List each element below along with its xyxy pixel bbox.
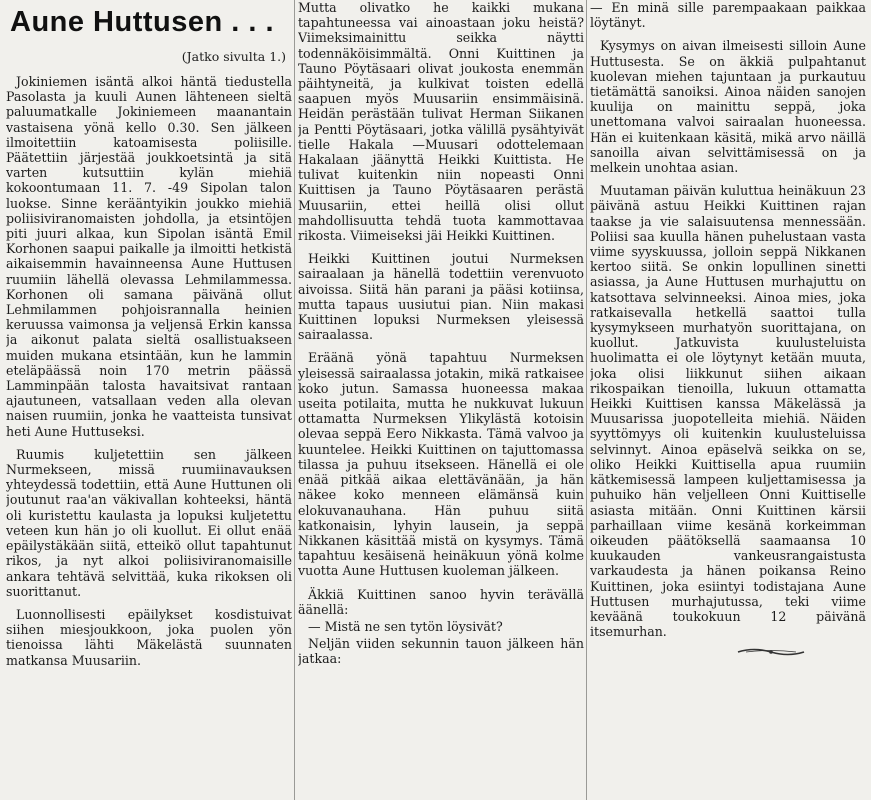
paragraph: Jokiniemen isäntä alkoi häntä tiedustella Pasolasta ja kuuli Aunen lähteneen sieltä paluumatkalle Jokiniemeen maanantain vastaisena yönä kello 0.30. Sen jälkeen ilmoitettiin katoamisesta poliisille. Päätettiin järjestää joukkoetsintä ja sitä varten kutsuttiin kylän miehiä kokoontumaan 11. 7. -49 Sipolan talon luokse. Sinne kerääntyikin joukko miehiä poliisiviranomaisten johdolla, ja etsintöjen piti juuri alkaa, kun Sipolan isäntä Emil Korhonen saapui paikalle ja ilmoitti hetkistä aikaisemmin havainneensa Aune Huttusen ruumiin lähellä olevassa Lehmilammessa. Korhonen oli samana päivänä ollut Lehmilammen pohjoisrannalla heinien keruussa vaimonsa ja veljensä Erkin kanssa ja aikonut palata sieltä osallistuakseen muiden mukana etsintään, kun he lammin eteläpäässä noin 170 metrin päässä Lamminpään talosta havaitsivat rantaan ajautuneen, vatsallaan veden alla olevan naisen ruumiin, jonka he vaatteista tunsivat heti Aune Huttuseksi.	[6, 74, 292, 439]
column-rule	[294, 0, 295, 800]
article-title: Aune Huttusen . . .	[10, 6, 275, 38]
end-ornament-icon	[590, 643, 866, 662]
column-3	[590, 0, 866, 800]
paragraph: Ruumis kuljetettiin sen jälkeen Nurmekseen, missä ruumiinavauksen yhteydessä todettiin, että Aune Huttunen oli joutunut raa'an väkivallan kohteeksi, häntä oli kuristettu kaulasta ja lopuksi kuljetettu veteen kun hän jo oli kuollut. Ei ollut enää epäilystäkään siitä, etteikö ollut tapahtunut rikos, ja nyt alkoi poliisiviranomaisille ankara tehtävä selvittää, kuka rikoksen oli suorittanut.	[6, 446, 292, 599]
paragraph: Heikki Kuittinen joutui Nurmeksen sairaalaan ja hänellä todettiin verenvuoto aivoissa. Siitä hän parani ja pääsi kotiinsa, mutta tapaus uusiutui pian. Niin makasi Kuittinen lopuksi Nurmeksen yleisessä sairaalassa.	[298, 251, 584, 343]
paragraph: Mutta olivatko he kaikki mukana tapahtuneessa vai ainoastaan joku heistä? Viimeksimainittu seikka näytti todennäköisimmältä. Onni Kuittinen ja Tauno Pöytäsaari olivat joukosta enemmän päihtyneitä, ja kulkivat toisten edellä saapuen myös Muusariin ensimmäisinä. Heidän perästään tulivat Herman Siikanen ja Pentti Pöytäsaari, jotka välillä pysähtyivät tielle Hakala —Muusari odottelemaan Hakalaan jäänyttä Heikki Kuittista. He tulivat kuitenkin niin nopeasti Onni Kuittisen ja Tauno Pöytäsaaren perästä Muusariin, ettei heillä olisi ollut mahdollisuutta tehdä tuota kammottavaa rikosta. Viimeiseksi jäi Heikki Kuittinen.	[298, 0, 584, 244]
dialogue-line: — Mistä ne sen tytön löysivät?	[308, 618, 503, 634]
paragraph: Äkkiä Kuittinen sanoo hyvin terävällä äänellä:	[298, 586, 584, 617]
column-rule	[586, 0, 587, 800]
paragraph: Kysymys on aivan ilmeisesti silloin Aune Huttusesta. Se on äkkiä pulpahtanut kuolevan miehen tajuntaan ja purkautuu tietämättä sanoiksi. Ainoa näiden sanojen kuulija on mainittu seppä, joka unettomana valvoi sairaalan huoneessa. Hän ei kuitenkaan käsitä, mikä arvo näillä sanoilla aivan selvittämisessä on ja melkein unohtaa asian.	[590, 38, 866, 176]
column-1	[6, 0, 292, 800]
paragraph: Luonnollisesti epäilykset kosdistuivat siihen miesjoukkoon, joka puolen yön tienoissa lähti Mäkelästä suunnaten matkansa Muusariin.	[6, 606, 292, 668]
continuation-note: (Jatko sivulta 1.)	[181, 49, 286, 64]
paragraph: Eräänä yönä tapahtuu Nurmeksen yleisessä sairaalassa jotakin, mikä ratkaisee koko jutun. Samassa huoneessa makaa useita potilaita, mutta he nukkuvat lukuun ottamatta Nurmeksen Ylikylästä kotoisin olevaa seppä Eero Nikkasta. Tämä valvoo ja kuuntelee. Heikki Kuittinen on tajuttomassa tilassa ja puhuu itsekseen. Hänellä ei ole enää pitkää aikaa elettävänään, ja hän näkee koko menneen elämänsä kuin elokuvanauhana. Hän puhuu siitä katkonaisin, lyhyin lausein, ja seppä Nikkanen käsittää mistä on kysymys. Tämä tapahtuu kesäisenä heinäkuun yönä kolme vuotta Aune Huttusen kuoleman jälkeen.	[298, 350, 584, 579]
dialogue-line: — En minä sille parempaakaan paikkaa löytänyt.	[590, 0, 866, 31]
paragraph: Muutaman päivän kuluttua heinäkuun 23 päivänä astuu Heikki Kuittinen rajan taakse ja vie salaisuutensa mennessään. Poliisi saa kuulla hänen puhelustaan vasta viime syyskuussa, jolloin seppä Nikkanen kertoo siitä. Se onkin lopullinen sinetti asiassa, ja Aune Huttusen murhajuttu on katsottava selvinneeksi. Ainoa mies, joka ratkaisevalla hetkellä saattoi tulla kysymykseen murhatyön suorittajana, on kuollut. Jatkuvista kuulusteluista huolimatta ei ole löytynyt ketään muuta, joka olisi liikkunut siihen aikaan rikospaikan tienoilla, lukuun ottamatta Heikki Kuittisen kanssa Mäkelässä ja Muusarissa juopotelleita miehiä. Näiden syyttömyys oli kuitenkin kuulusteluissa selvinnyt. Ainoa epäselvä seikka on se, oliko Heikki Kuittisella apua ruumiin kätkemisessä lampeen kuljettamisessa ja puhuiko hän veljelleen Onni Kuittiselle asiasta mitään. Onni Kuittinen kärsii parhaillaan viime kesänä korkeimman oikeuden päätöksellä saamaansa 10 kuukauden vankeusrangaistusta varkaudesta ja hänen poikansa Reino Kuittinen, joka esiintyi todistajana Aune Huttusen murhajutussa, teki viime keväänä toukokuun 12 päivänä itsemurhan.	[590, 183, 866, 640]
column-2	[298, 0, 584, 800]
paragraph: Neljän viiden sekunnin tauon jälkeen hän jatkaa:	[298, 636, 584, 667]
